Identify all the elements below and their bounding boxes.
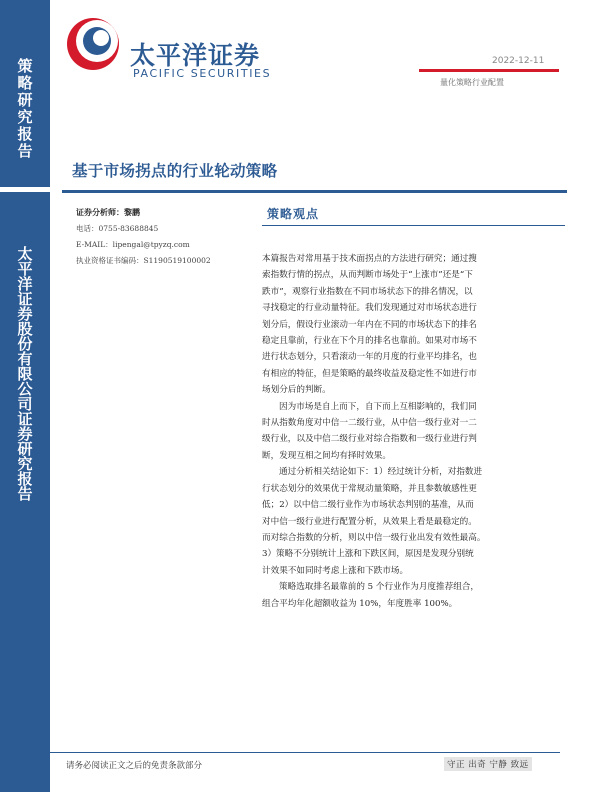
body-line: 有相应的特征，但是策略的最终收益及稳定性不如进行市 [262, 368, 477, 379]
report-category: 量化策略行业配置 [440, 78, 504, 87]
body-line: 通过分析相关结论如下：1）经过统计分析，对指数进 [279, 467, 483, 478]
report-type-label: 策略研究报告 [15, 58, 34, 160]
body-line: 低；2）以中信二级行业作为市场状态判别的基准，从而 [262, 500, 474, 511]
analyst-role: 证券分析师： [76, 207, 124, 217]
viewpoint-divider [262, 225, 565, 226]
body-line: 时从指数角度对中信一二级行业，从中信一级行业对一二 [262, 418, 477, 429]
footer-disclaimer: 请务必阅读正文之后的免责条款部分 [66, 761, 203, 771]
report-date: 2022-12-11 [492, 56, 545, 66]
analyst-email: E-MAIL：lipengal@tpyzq.com [76, 240, 190, 249]
analyst-name-line [76, 204, 256, 221]
title-divider [62, 190, 567, 193]
footer-divider [50, 752, 560, 753]
body-line: 3）策略不分别统计上涨和下跌区间，原因是发现分别统 [262, 549, 474, 560]
body-line: 策略选取排名最靠前的 5 个行业作为月度推荐组合， [279, 582, 479, 593]
analyst-phone: 电话：0755-83688845 [76, 224, 159, 233]
header-divider [419, 69, 559, 72]
analyst-name: 黎鹏 [124, 207, 140, 217]
company-report-label: 太平洋证券股份有限公司证券研究报告 [15, 246, 34, 501]
body-line: 划分后，假设行业滚动一年内在不同的市场状态下的排名 [262, 319, 477, 330]
analyst-info [76, 204, 256, 269]
body-line: 场划分后的判断。 [262, 385, 331, 396]
body-line: 断，发现互相之间均有择时效果。 [262, 450, 391, 461]
body-line: 索指数行情的拐点，从而判断市场处于“上涨市”还是“下 [262, 270, 473, 281]
analyst-license: 执业资格证书编码：S1190519100002 [76, 256, 211, 265]
brand-name-cn: 太平洋证券 [130, 41, 261, 70]
body-line: 寻找稳定的行业动量特征。我们发现通过对市场状态进行 [262, 303, 477, 314]
body-line: 跌市”，观察行业指数在不同市场状态下的排名情况，以 [262, 286, 473, 297]
body-line: 组合平均年化超额收益为 10%，年度胜率 100%。 [262, 598, 458, 609]
body-line: 行状态划分的效果优于常规动量策略，并且参数敏感性更 [262, 483, 477, 494]
body-line: 对中信一级行业进行配置分析，从效果上看是最稳定的。 [262, 516, 477, 527]
pacific-securities-logo-icon [64, 14, 122, 72]
viewpoint-heading: 策略观点 [267, 207, 320, 221]
brand-name-en: PACIFIC SECURITIES [133, 67, 272, 80]
viewpoint-body [262, 251, 562, 612]
body-line: 本篇报告对常用基于技术面拐点的方法进行研究；通过搜 [262, 254, 477, 264]
body-line: 而对综合指数的分析，则以中信一级行业出发有效性最高。 [262, 532, 486, 543]
body-line: 稳定且靠前，行业在下个月的排名也靠前。如果对市场不 [262, 336, 477, 347]
report-title: 基于市场拐点的行业轮动策略 [72, 161, 278, 180]
footer-motto: 守正 出奇 宁静 致远 [444, 757, 532, 771]
body-line: 级行业，以及中信二级行业对综合指数和一级行业进行判 [262, 434, 477, 445]
body-line: 因为市场是自上而下，自下而上互相影响的，我们同 [279, 401, 477, 412]
body-line: 进行状态划分，只看滚动一年的月度的行业平均排名，也 [262, 352, 477, 363]
body-line: 计效果不如同时考虑上涨和下跌市场。 [262, 565, 409, 576]
